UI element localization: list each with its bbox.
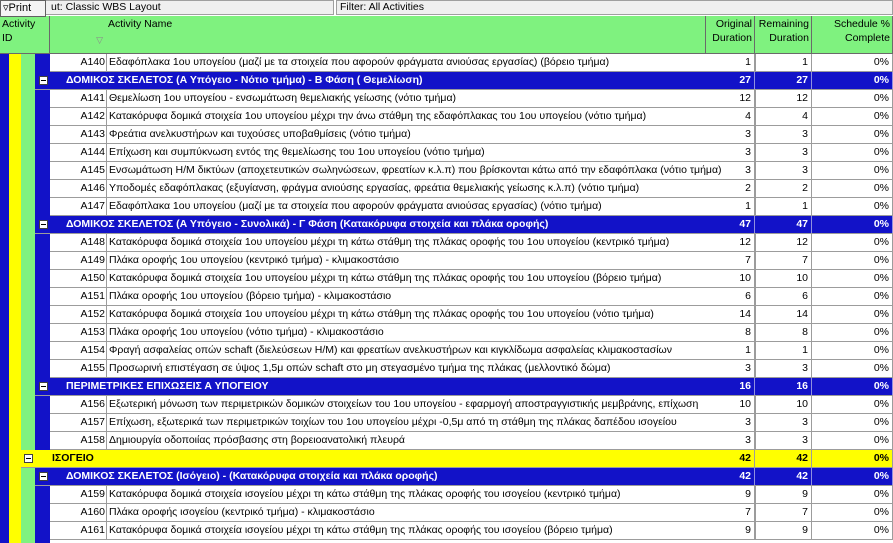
wbs-remaining-duration: 42 bbox=[755, 450, 812, 468]
wbs-remaining-duration: 27 bbox=[755, 72, 812, 90]
activity-name: Επίχωση και συμπύκνωση εντός της θεμελίωσης του 1ου υπογείου (νότιο τμήμα) bbox=[107, 144, 756, 162]
original-duration: 1 bbox=[706, 54, 755, 72]
activity-name: Δημιουργία οδοποιίας πρόσβασης στη βορειοανατολική πλευρά bbox=[107, 432, 756, 450]
schedule-percent-complete: 0% bbox=[812, 486, 893, 504]
schedule-percent-complete: 0% bbox=[812, 306, 893, 324]
remaining-duration: 2 bbox=[755, 180, 812, 198]
wbs-original-duration: 47 bbox=[706, 216, 755, 234]
original-duration: 3 bbox=[706, 144, 755, 162]
original-duration: 12 bbox=[706, 90, 755, 108]
remaining-duration: 14 bbox=[755, 306, 812, 324]
schedule-percent-complete: 0% bbox=[812, 342, 893, 360]
wbs-original-duration: 16 bbox=[706, 378, 755, 396]
activity-row[interactable] bbox=[50, 252, 893, 270]
activity-row[interactable] bbox=[50, 90, 893, 108]
activity-name: Πλάκα οροφής 1ου υπογείου (νότιο τμήμα) - κλιμακοστάσιο bbox=[107, 324, 756, 342]
activity-row[interactable] bbox=[50, 396, 893, 414]
wbs-original-duration: 42 bbox=[706, 468, 755, 486]
original-duration: 10 bbox=[706, 396, 755, 414]
schedule-percent-complete: 0% bbox=[812, 522, 893, 540]
activity-id: A145 bbox=[50, 162, 107, 180]
activity-id: A155 bbox=[50, 360, 107, 378]
activity-name: Προσωρινή επιστέγαση σε ύψος 1,5μ οπών schaft στο μη στεγασμένο τμήμα της πλάκας (μελλοντικό δώμα) bbox=[107, 360, 756, 378]
schedule-percent-complete: 0% bbox=[812, 126, 893, 144]
remaining-duration: 3 bbox=[755, 144, 812, 162]
filter-icon[interactable]: ▽ bbox=[96, 35, 103, 45]
activity-name: Φραγή ασφαλείας οπών schaft (διελεύσεων Η/Μ) και φρεατίων ανελκυστήρων και κιγκλίδωμα ασφαλείας κλιμακοστασίων bbox=[107, 342, 756, 360]
remaining-duration: 12 bbox=[755, 90, 812, 108]
col-header-sc-line2: Complete bbox=[845, 32, 890, 44]
schedule-percent-complete: 0% bbox=[812, 90, 893, 108]
wbs-group-row[interactable] bbox=[35, 378, 893, 396]
activity-row[interactable] bbox=[50, 54, 893, 72]
activity-row[interactable] bbox=[50, 144, 893, 162]
activity-row[interactable] bbox=[50, 108, 893, 126]
collapse-icon[interactable] bbox=[24, 454, 33, 463]
wbs-level-band bbox=[9, 54, 21, 543]
col-header-activity-id-label: Activity ID bbox=[2, 18, 36, 44]
activity-name: Κατακόρυφα δομικά στοιχεία 1ου υπογείου μέχρι την άνω στάθμη της εδαφόπλακας του 1ου υπογείου (νότιο τμήμα) bbox=[107, 108, 756, 126]
activity-id: A154 bbox=[50, 342, 107, 360]
remaining-duration: 10 bbox=[755, 396, 812, 414]
column-header-row bbox=[0, 16, 893, 54]
remaining-duration: 7 bbox=[755, 252, 812, 270]
activity-row[interactable] bbox=[50, 504, 893, 522]
activity-id: A161 bbox=[50, 522, 107, 540]
wbs-group-row[interactable] bbox=[35, 216, 893, 234]
original-duration: 1 bbox=[706, 342, 755, 360]
activity-row[interactable] bbox=[50, 522, 893, 540]
remaining-duration: 3 bbox=[755, 432, 812, 450]
chevron-down-icon: ▿ bbox=[3, 2, 9, 14]
schedule-percent-complete: 0% bbox=[812, 396, 893, 414]
schedule-percent-complete: 0% bbox=[812, 324, 893, 342]
original-duration: 8 bbox=[706, 324, 755, 342]
original-duration: 3 bbox=[706, 414, 755, 432]
col-header-od-line1: Original bbox=[715, 18, 752, 30]
original-duration: 4 bbox=[706, 108, 755, 126]
activity-id: A151 bbox=[50, 288, 107, 306]
collapse-icon[interactable] bbox=[39, 220, 48, 229]
activity-id: A152 bbox=[50, 306, 107, 324]
original-duration: 6 bbox=[706, 288, 755, 306]
schedule-percent-complete: 0% bbox=[812, 270, 893, 288]
activity-id: A158 bbox=[50, 432, 107, 450]
original-duration: 3 bbox=[706, 432, 755, 450]
col-header-od-line2: Duration bbox=[712, 32, 752, 44]
remaining-duration: 3 bbox=[755, 162, 812, 180]
collapse-icon[interactable] bbox=[39, 382, 48, 391]
activity-row[interactable] bbox=[50, 306, 893, 324]
remaining-duration: 9 bbox=[755, 522, 812, 540]
schedule-percent-complete: 0% bbox=[812, 54, 893, 72]
original-duration: 7 bbox=[706, 252, 755, 270]
activity-row[interactable] bbox=[50, 270, 893, 288]
original-duration: 7 bbox=[706, 504, 755, 522]
wbs-percent-complete: 0% bbox=[812, 450, 893, 468]
print-button[interactable] bbox=[0, 0, 46, 17]
remaining-duration: 4 bbox=[755, 108, 812, 126]
original-duration: 1 bbox=[706, 198, 755, 216]
activity-name: Φρεάτια ανελκυστήρων και τυχούσες υποβαθμίσεις (νότιο τμήμα) bbox=[107, 126, 756, 144]
col-header-remaining-duration[interactable] bbox=[755, 16, 812, 54]
activity-row[interactable] bbox=[50, 414, 893, 432]
activity-name: Θεμελίωση 1ου υπογείου - ενσωμάτωση θεμελιακής γείωσης (νότιο τμήμα) bbox=[107, 90, 756, 108]
wbs-remaining-duration: 47 bbox=[755, 216, 812, 234]
layout-selector[interactable]: ut: Classic WBS Layout bbox=[0, 0, 334, 15]
schedule-percent-complete: 0% bbox=[812, 162, 893, 180]
col-header-original-duration[interactable] bbox=[706, 16, 755, 54]
activity-name: Εδαφόπλακα 1ου υπογείου (μαζί με τα στοιχεία που αφορούν φράγματα ανιούσας εργασίας) (νότιο τμήμα) bbox=[107, 198, 756, 216]
activity-id: A146 bbox=[50, 180, 107, 198]
activity-row[interactable] bbox=[50, 180, 893, 198]
original-duration: 10 bbox=[706, 270, 755, 288]
wbs-percent-complete: 0% bbox=[812, 378, 893, 396]
remaining-duration: 10 bbox=[755, 270, 812, 288]
remaining-duration: 8 bbox=[755, 324, 812, 342]
wbs-remaining-duration: 16 bbox=[755, 378, 812, 396]
activity-id: A150 bbox=[50, 270, 107, 288]
collapse-icon[interactable] bbox=[39, 76, 48, 85]
schedule-percent-complete: 0% bbox=[812, 252, 893, 270]
wbs-percent-complete: 0% bbox=[812, 72, 893, 90]
original-duration: 9 bbox=[706, 522, 755, 540]
wbs-group-row-level1[interactable] bbox=[21, 450, 893, 468]
activity-id: A149 bbox=[50, 252, 107, 270]
remaining-duration: 1 bbox=[755, 54, 812, 72]
print-label: Print bbox=[8, 2, 32, 14]
remaining-duration: 6 bbox=[755, 288, 812, 306]
col-header-activity-name-label: Activity Name bbox=[108, 18, 173, 30]
activity-id: A148 bbox=[50, 234, 107, 252]
activity-name: Πλάκα οροφής 1ου υπογείου (κεντρικό τμήμα) - κλιμακοστάσιο bbox=[107, 252, 756, 270]
remaining-duration: 1 bbox=[755, 198, 812, 216]
schedule-percent-complete: 0% bbox=[812, 288, 893, 306]
activity-row[interactable] bbox=[50, 234, 893, 252]
col-header-rd-line2: Duration bbox=[769, 32, 809, 44]
col-header-activity-id[interactable] bbox=[0, 16, 50, 54]
original-duration: 2 bbox=[706, 180, 755, 198]
activity-name: Εξωτερική μόνωση των περιμετρικών δομικών στοιχείων του 1ου υπογείου - εφαρμογή αποστραγγιστικής μεμβράνης, επίχωση bbox=[107, 396, 756, 414]
activity-row[interactable] bbox=[50, 162, 893, 180]
activity-row[interactable] bbox=[50, 360, 893, 378]
wbs-level-band bbox=[21, 54, 35, 543]
col-header-sc-line1: Schedule % bbox=[833, 18, 890, 30]
activity-name: Κατακόρυφα δομικά στοιχεία ισογείου μέχρι τη κάτω στάθμη της πλάκας οροφής του ισογείου (κεντρικό τμήμα) bbox=[107, 486, 756, 504]
wbs-percent-complete: 0% bbox=[812, 468, 893, 486]
remaining-duration: 7 bbox=[755, 504, 812, 522]
original-duration: 12 bbox=[706, 234, 755, 252]
activity-id: A140 bbox=[50, 54, 107, 72]
activity-row[interactable] bbox=[50, 126, 893, 144]
activity-id: A142 bbox=[50, 108, 107, 126]
wbs-name: ΙΣΟΓΕΙΟ bbox=[52, 452, 94, 464]
activity-id: A156 bbox=[50, 396, 107, 414]
wbs-name: ΔΟΜΙΚΟΣ ΣΚΕΛΕΤΟΣ (Ισόγειο) - (Κατακόρυφα στοιχεία και πλάκα οροφής) bbox=[66, 470, 438, 482]
activity-id: A144 bbox=[50, 144, 107, 162]
original-duration: 9 bbox=[706, 486, 755, 504]
wbs-name: ΠΕΡΙΜΕΤΡΙΚΕΣ ΕΠΙΧΩΣΕΙΣ Α ΥΠΟΓΕΙΟΥ bbox=[66, 380, 269, 392]
remaining-duration: 9 bbox=[755, 486, 812, 504]
activity-id: A141 bbox=[50, 90, 107, 108]
wbs-original-duration: 27 bbox=[706, 72, 755, 90]
remaining-duration: 3 bbox=[755, 414, 812, 432]
toolbar bbox=[0, 0, 893, 16]
wbs-level-band bbox=[0, 54, 9, 543]
wbs-percent-complete: 0% bbox=[812, 216, 893, 234]
remaining-duration: 3 bbox=[755, 126, 812, 144]
activity-name: Υποδομές εδαφόπλακας (εξυγίανση, φράγμα ανιούσης εργασίας, φρεάτια θεμελιακής γείωσης κ.λ.π) (νότιο τμήμα) bbox=[107, 180, 756, 198]
wbs-group-row[interactable] bbox=[35, 468, 893, 486]
activity-row[interactable] bbox=[50, 486, 893, 504]
collapse-icon[interactable] bbox=[39, 472, 48, 481]
activity-id: A147 bbox=[50, 198, 107, 216]
wbs-name: ΔΟΜΙΚΟΣ ΣΚΕΛΕΤΟΣ (Α Υπόγειο - Νότιο τμήμα) - Β Φάση ( Θεμελίωση) bbox=[66, 74, 423, 86]
schedule-percent-complete: 0% bbox=[812, 180, 893, 198]
activity-row[interactable] bbox=[50, 432, 893, 450]
remaining-duration: 1 bbox=[755, 342, 812, 360]
remaining-duration: 3 bbox=[755, 360, 812, 378]
activity-name: Επίχωση, εξωτερικά των περιμετρικών τοιχίων του 1ου υπογείου μέχρι -0,5μ από τη στάθμη της πλάκας δαπέδου ισογείου bbox=[107, 414, 756, 432]
filter-selector[interactable]: Filter: All Activities bbox=[336, 0, 893, 15]
activity-id: A153 bbox=[50, 324, 107, 342]
col-header-activity-name[interactable] bbox=[106, 16, 706, 54]
original-duration: 14 bbox=[706, 306, 755, 324]
wbs-name: ΔΟΜΙΚΟΣ ΣΚΕΛΕΤΟΣ (Α Υπόγειο - Συνολικά) - Γ Φάση (Κατακόρυφα στοιχεία και πλάκα οροφής) bbox=[66, 218, 549, 230]
activity-row[interactable] bbox=[50, 324, 893, 342]
original-duration: 3 bbox=[706, 162, 755, 180]
activity-name: Πλάκα οροφής 1ου υπογείου (βόρειο τμήμα) - κλιμακοστάσιο bbox=[107, 288, 756, 306]
activity-name: Ενσωμάτωση Η/Μ δικτύων (αποχετευτικών σωληνώσεων, φρεατίων κ.λ.π) που βρίσκονται κάτω από την εδαφόπλακα (νότιο τμήμα) bbox=[107, 162, 756, 180]
activity-id: A143 bbox=[50, 126, 107, 144]
activity-name: Εδαφόπλακα 1ου υπογείου (μαζί με τα στοιχεία που αφορούν φράγματα ανιούσας εργασίας) (βόρειο τμήμα) bbox=[107, 54, 756, 72]
schedule-percent-complete: 0% bbox=[812, 360, 893, 378]
activity-name: Κατακόρυφα δομικά στοιχεία 1ου υπογείου μέχρι τη κάτω στάθμη της πλάκας οροφής του 1ου υπογείου (νότιο τμήμα) bbox=[107, 306, 756, 324]
schedule-percent-complete: 0% bbox=[812, 108, 893, 126]
activity-id: A159 bbox=[50, 486, 107, 504]
schedule-percent-complete: 0% bbox=[812, 414, 893, 432]
activity-row[interactable] bbox=[50, 198, 893, 216]
activity-id: A157 bbox=[50, 414, 107, 432]
activity-row[interactable] bbox=[50, 288, 893, 306]
activity-row[interactable] bbox=[50, 342, 893, 360]
schedule-percent-complete: 0% bbox=[812, 144, 893, 162]
col-header-schedule-complete[interactable] bbox=[812, 16, 893, 54]
original-duration: 3 bbox=[706, 360, 755, 378]
wbs-original-duration: 42 bbox=[706, 450, 755, 468]
col-header-id-spacer bbox=[50, 16, 106, 54]
original-duration: 3 bbox=[706, 126, 755, 144]
activity-name: Πλάκα οροφής ισογείου (κεντρικό τμήμα) - κλιμακοστάσιο bbox=[107, 504, 756, 522]
activity-name: Κατακόρυφα δομικά στοιχεία 1ου υπογείου μέχρι τη κάτω στάθμη της πλάκας οροφής του 1ου υπογείου (κεντρικό τμήμα) bbox=[107, 234, 756, 252]
col-header-rd-line1: Remaining bbox=[758, 18, 809, 30]
remaining-duration: 12 bbox=[755, 234, 812, 252]
activity-id: A160 bbox=[50, 504, 107, 522]
schedule-percent-complete: 0% bbox=[812, 504, 893, 522]
wbs-remaining-duration: 42 bbox=[755, 468, 812, 486]
wbs-group-row[interactable] bbox=[35, 72, 893, 90]
schedule-percent-complete: 0% bbox=[812, 432, 893, 450]
schedule-percent-complete: 0% bbox=[812, 234, 893, 252]
schedule-percent-complete: 0% bbox=[812, 198, 893, 216]
activity-name: Κατακόρυφα δομικά στοιχεία ισογείου μέχρι τη κάτω στάθμη της πλάκας οροφής του ισογείου (βόρειο τμήμα) bbox=[107, 522, 756, 540]
activity-name: Κατακόρυφα δομικά στοιχεία 1ου υπογείου μέχρι τη κάτω στάθμη της πλάκας οροφής του 1ου υπογείου (βόρειο τμήμα) bbox=[107, 270, 756, 288]
